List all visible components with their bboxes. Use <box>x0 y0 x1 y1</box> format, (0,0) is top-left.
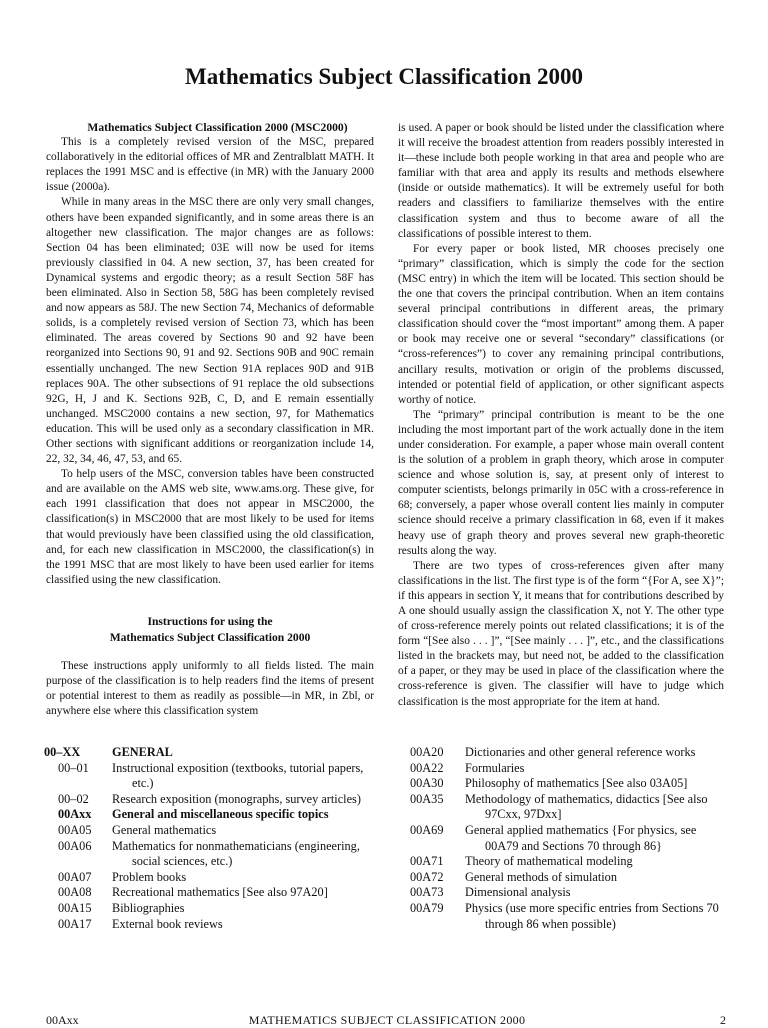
classification-entry <box>410 776 730 792</box>
classification-description: Methodology of mathematics, didactics [See also 97Cxx, 97Dxx] <box>465 791 708 822</box>
classification-entry <box>410 745 730 761</box>
classification-entry <box>410 870 730 886</box>
classification-description: Dimensional analysis <box>465 885 571 900</box>
right-column <box>398 121 724 710</box>
classification-code: 00A06 <box>58 838 92 853</box>
left-column <box>46 120 374 719</box>
classification-description: General mathematics <box>112 822 217 837</box>
classification-entry <box>44 745 374 761</box>
classification-code: 00A22 <box>410 760 444 775</box>
classification-code: 00A73 <box>410 885 444 900</box>
classification-code: 00A72 <box>410 869 444 884</box>
classification-entry <box>44 823 374 839</box>
classification-code: 00A79 <box>410 900 444 915</box>
classification-code: 00–01 <box>58 760 89 775</box>
footer-section-code: 00Axx <box>46 1013 79 1027</box>
classification-description: Problem books <box>112 869 187 884</box>
paragraph: To help users of the MSC, conversion tables have been constructed and are available on the AMS web site, www.ams.org. These give, for each 1991 classification that does not appear in MSC2000, the classification(s) in MSC2000 that are most likely to be used for items that would previously have been classified using the old classification, and, for each new classification in MSC2000, the classification(s) in the 1991 MSC that are most likely to have been used earlier for items classified using the new classification. <box>46 468 374 586</box>
classification-entry <box>44 839 374 870</box>
classification-code: 00Axx <box>58 807 92 822</box>
classification-entry <box>44 917 374 933</box>
classification-description: Research exposition (monographs, survey articles) <box>112 791 361 806</box>
paragraph: For every paper or book listed, MR chooses precisely one “primary” classification, which is simply the code for the section (MSC entry) in which the item will be located. This section should be the one that covers the principal contribution. When an item contains several principal contributions in different areas, the primary classification should cover the “most important” among them. A paper or book may receive one or several “secondary” classifications (or “cross-references”) to cover any remaining principal contributions, ancillary results, motivation or origin of the problems discussed, intended or potential field of application, or other significant aspects worthy of notice. <box>398 242 724 406</box>
classification-code: 00–XX <box>44 745 81 759</box>
paragraph: The “primary” principal contribution is meant to be the one including the most important part of the work actually done in the item under consideration. For example, a paper whose main overall content is the solution of a problem in graph theory, which arose in computer science and whose solution is, say, at present only of interest to computer scientists, belongs primarily in 05C with a cross-reference in 68; conversely, a paper whose overall content lies mainly in computer science should receive a primary classification in 68, even if it makes heavy use of graph theory and proves several new graph-theoretic results along the way. <box>398 408 724 557</box>
section-heading-msc2000: Mathematics Subject Classification 2000 (MSC2000) <box>87 121 348 134</box>
classification-entry <box>410 823 730 854</box>
classification-description: GENERAL <box>112 745 173 759</box>
classification-entry <box>44 901 374 917</box>
classification-code: 00A17 <box>58 916 92 931</box>
classification-entry <box>410 885 730 901</box>
classification-entry <box>44 792 374 808</box>
classification-entry <box>410 792 730 823</box>
paragraph: While in many areas in the MSC there are only very small changes, others have been expanded significantly, and in some areas there is an altogether new classification. The major changes are as follows: Section 04 has been eliminated; 03E will now be used for items previously classified in 04. A new section, 37, has been created for Dynamical systems and ergodic theory; as a result Section 58F has been eliminated. Also in Section 58, 58G has been completely revised and now appears as 58J. The new Section 74, Mechanics of deformable solids, is a completely revised version of Section 73, which has been eliminated. The areas covered by Sections 90 and 92 have been reorganized into Sections 90, 91 and 92. Sections 90B and 90C remain essentially unchanged. The new Section 91A replaces 90D and 91B replaces 90A. The other subsections of 91 replace the old subsections 92G, H, J and K. Sections 92B, C, D, and E remain essentially unchanged. MSC2000 contains a new section, 97, for Mathematics education. This will be used only as a secondary classification in MR. Other sections with significant additions or reorganization include 14, 22, 32, 34, 46, 47, 53, and 65. <box>46 196 374 466</box>
paragraph: is used. A paper or book should be listed under the classification where it will receive the broadest attention from readers possibly interested in it—these include both people working in that area and people who are familiar with that area and apply its results and methods elsewhere (inside or outside mathematics). It will be extremely useful for both readers and classifiers to familiarize themselves with the entire classification system and thus to become aware of all the classifications of possible interest to them. <box>398 122 724 240</box>
classification-code: 00A15 <box>58 900 92 915</box>
classification-entry <box>410 761 730 777</box>
classification-code: 00A30 <box>410 776 444 791</box>
classification-list-right <box>410 745 730 932</box>
classification-description: Recreational mathematics [See also 97A20] <box>112 885 328 900</box>
classification-code: 00A35 <box>410 791 444 806</box>
classification-description: Physics (use more specific entries from Sections 70 through 86 when possible) <box>465 900 719 931</box>
page-number: 2 <box>720 1013 726 1027</box>
classification-description: Theory of mathematical modeling <box>465 854 633 869</box>
heading-line: Mathematics Subject Classification 2000 <box>109 630 311 644</box>
section-heading-instructions <box>46 614 374 646</box>
classification-code: 00A71 <box>410 854 444 869</box>
classification-code: 00A69 <box>410 822 444 837</box>
classification-code: 00A20 <box>410 745 444 759</box>
classification-description: Philosophy of mathematics [See also 03A05] <box>465 776 688 791</box>
classification-entry <box>44 870 374 886</box>
classification-entry <box>44 885 374 901</box>
classification-code: 00A05 <box>58 822 92 837</box>
classification-description: Dictionaries and other general reference works <box>465 745 696 759</box>
classification-description: General and miscellaneous specific topics <box>112 807 329 822</box>
classification-entry <box>44 807 374 823</box>
classification-description: External book reviews <box>112 916 223 931</box>
classification-description: Mathematics for nonmathematicians (engineering, social sciences, etc.) <box>112 838 360 869</box>
classification-code: 00A08 <box>58 885 92 900</box>
classification-description: Instructional exposition (textbooks, tutorial papers, etc.) <box>112 760 364 791</box>
classification-description: General methods of simulation <box>465 869 617 884</box>
classification-entry <box>44 761 374 792</box>
classification-code: 00A07 <box>58 869 92 884</box>
classification-entry <box>410 854 730 870</box>
classification-description: Formularies <box>465 760 525 775</box>
paragraph: These instructions apply uniformly to all fields listed. The main purpose of the classification is to help readers find the items of present or potential interest to them as readily as possible—in MR, in Zbl, or anywhere else where this classification system <box>46 659 374 718</box>
heading-line: Instructions for using the <box>147 614 273 628</box>
classification-description: General applied mathematics {For physics, see 00A79 and Sections 70 through 86} <box>465 822 697 853</box>
classification-entry <box>410 901 730 932</box>
page-title: Mathematics Subject Classification 2000 <box>185 64 583 89</box>
classification-description: Bibliographies <box>112 900 185 915</box>
classification-code: 00–02 <box>58 791 89 806</box>
classification-list-left <box>44 745 374 932</box>
paragraph: There are two types of cross-references given after many classifications in the list. The first type is of the form “{For A, see X}”; if this appears in section Y, it means that for contributions described by A one should usually assign the classification X, not Y. The other type of cross-reference merely points out related classifications; it is of the form “[See also . . . ]”, “[See mainly . . . ]”, etc., and the classifications listed in the brackets may, but need not, be added to the classification of a paper, or they may be used in place of the classification where the cross-reference is given. The classifier will have to judge which classification is the most appropriate for the item at hand. <box>398 559 724 708</box>
footer-title: MATHEMATICS SUBJECT CLASSIFICATION 2000 <box>248 1013 526 1027</box>
paragraph: This is a completely revised version of the MSC, prepared collaboratively in the editorial offices of MR and Zentralblatt MATH. It replaces the 1991 MSC and is effective (in MR) with the January 2000 issue (2000a). <box>46 136 374 194</box>
